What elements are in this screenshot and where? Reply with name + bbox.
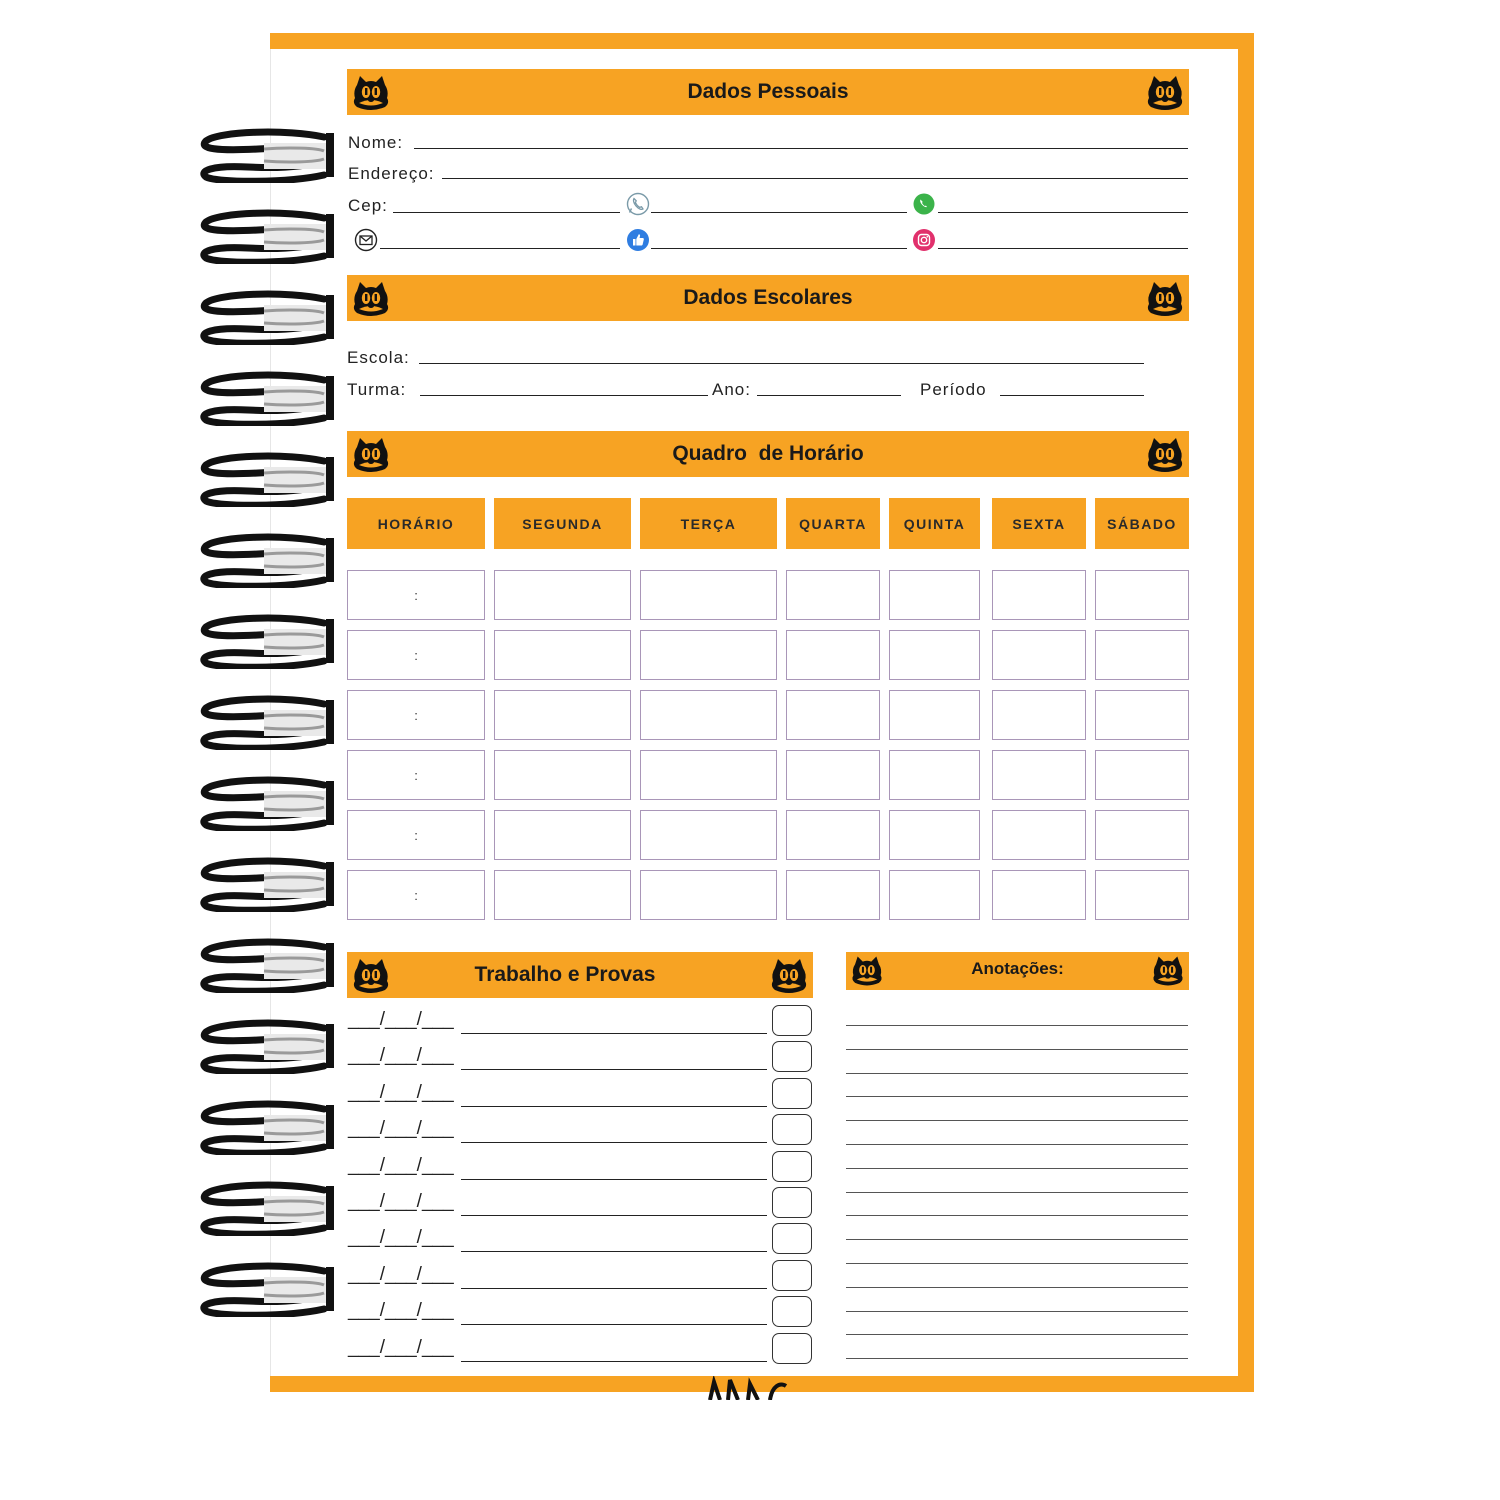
schedule-cell[interactable] <box>992 630 1086 680</box>
schedule-cell[interactable] <box>889 870 980 920</box>
section-title: Dados Pessoais <box>687 80 849 103</box>
spiral-ring <box>198 451 342 507</box>
task-description-field[interactable] <box>461 1142 767 1143</box>
instagram-icon <box>912 228 936 252</box>
note-line[interactable] <box>846 1120 1188 1121</box>
escola-label: Escola: <box>347 348 410 367</box>
spiral-ring <box>198 532 342 588</box>
schedule-cell[interactable] <box>640 570 777 620</box>
spiral-ring <box>198 694 342 750</box>
cat-face-icon <box>1145 279 1185 319</box>
task-checkbox[interactable] <box>772 1260 812 1291</box>
task-description-field[interactable] <box>461 1324 767 1325</box>
time-cell[interactable]: : <box>347 690 485 740</box>
cat-face-icon <box>351 956 391 996</box>
schedule-cell[interactable] <box>494 750 631 800</box>
task-description-field[interactable] <box>461 1179 767 1180</box>
column-header-quinta: QUINTA <box>889 498 980 549</box>
cat-face-icon <box>1145 435 1185 475</box>
schedule-cell[interactable] <box>992 750 1086 800</box>
spiral-ring <box>198 370 342 426</box>
schedule-cell[interactable] <box>889 570 980 620</box>
task-checkbox[interactable] <box>772 1151 812 1182</box>
section-title: Anotações: <box>971 959 1064 978</box>
schedule-cell[interactable] <box>786 870 880 920</box>
schedule-cell[interactable] <box>494 690 631 740</box>
periodo-label: Período <box>920 380 987 399</box>
escola-field[interactable] <box>419 363 1144 364</box>
cat-face-icon <box>351 435 391 475</box>
note-line[interactable] <box>846 1215 1188 1216</box>
email-icon <box>354 228 378 252</box>
spiral-ring <box>198 856 342 912</box>
schedule-cell[interactable] <box>640 750 777 800</box>
phone-icon <box>626 192 650 216</box>
section-header-anotacoes <box>846 952 1189 990</box>
column-header-sábado: SÁBADO <box>1095 498 1189 549</box>
schedule-cell[interactable] <box>786 570 880 620</box>
page-frame-top <box>270 33 1254 49</box>
task-date-field[interactable]: ___/___/___ <box>348 1191 454 1212</box>
note-line[interactable] <box>846 1025 1188 1026</box>
task-checkbox[interactable] <box>772 1223 812 1254</box>
time-cell[interactable]: : <box>347 870 485 920</box>
ano-field[interactable] <box>757 395 901 396</box>
note-line[interactable] <box>846 1287 1188 1288</box>
note-line[interactable] <box>846 1096 1188 1097</box>
schedule-cell[interactable] <box>494 870 631 920</box>
spiral-ring <box>198 1018 342 1074</box>
note-line[interactable] <box>846 1311 1188 1312</box>
task-checkbox[interactable] <box>772 1187 812 1218</box>
schedule-cell[interactable] <box>992 690 1086 740</box>
task-description-field[interactable] <box>461 1033 767 1034</box>
time-cell[interactable]: : <box>347 570 485 620</box>
section-header-dados-pessoais <box>347 69 1189 115</box>
task-description-field[interactable] <box>461 1251 767 1252</box>
note-line[interactable] <box>846 1049 1188 1050</box>
schedule-cell[interactable] <box>494 630 631 680</box>
cep-field[interactable] <box>393 212 620 213</box>
note-line[interactable] <box>846 1168 1188 1169</box>
schedule-cell[interactable] <box>889 690 980 740</box>
spiral-ring <box>198 1180 342 1236</box>
schedule-cell[interactable] <box>1095 690 1189 740</box>
schedule-cell[interactable] <box>786 810 880 860</box>
page-frame-right <box>1238 33 1254 1392</box>
task-date-field[interactable]: ___/___/___ <box>348 1009 454 1030</box>
schedule-cell[interactable] <box>992 570 1086 620</box>
schedule-cell[interactable] <box>786 750 880 800</box>
spiral-ring <box>198 289 342 345</box>
task-description-field[interactable] <box>461 1288 767 1289</box>
task-checkbox[interactable] <box>772 1005 812 1036</box>
section-title: Trabalho e Provas <box>474 963 656 986</box>
task-date-field[interactable]: ___/___/___ <box>348 1154 454 1176</box>
schedule-cell[interactable] <box>1095 810 1189 860</box>
column-header-sexta: SEXTA <box>992 498 1086 549</box>
task-checkbox[interactable] <box>772 1333 812 1364</box>
schedule-cell[interactable] <box>640 690 777 740</box>
spiral-ring <box>198 208 342 264</box>
note-line[interactable] <box>846 1073 1188 1074</box>
section-header-trabalho-provas <box>347 952 813 998</box>
schedule-cell[interactable] <box>992 870 1086 920</box>
spiral-ring <box>198 613 342 669</box>
note-line[interactable] <box>846 1239 1188 1240</box>
column-header-segunda: SEGUNDA <box>494 498 631 549</box>
task-date-field[interactable]: ___/___/___ <box>348 1263 454 1285</box>
nome-field[interactable] <box>414 148 1188 149</box>
note-line[interactable] <box>846 1358 1188 1359</box>
spiral-ring <box>198 1261 342 1317</box>
spiral-ring <box>198 127 342 183</box>
column-header-horário: HORÁRIO <box>347 498 485 549</box>
task-checkbox[interactable] <box>772 1078 812 1109</box>
section-header-quadro-horario <box>347 431 1189 477</box>
schedule-cell[interactable] <box>889 750 980 800</box>
nome-label: Nome: <box>348 133 404 152</box>
task-date-field[interactable]: ___/___/___ <box>348 1300 454 1322</box>
task-checkbox[interactable] <box>772 1296 812 1327</box>
schedule-cell[interactable] <box>786 690 880 740</box>
section-header-dados-escolares <box>347 275 1189 321</box>
section-title: Quadro de Horário <box>672 442 864 465</box>
task-date-field[interactable]: ___/___/___ <box>348 1336 454 1358</box>
task-checkbox[interactable] <box>772 1114 812 1145</box>
column-header-quarta: QUARTA <box>786 498 880 549</box>
endereco-field[interactable] <box>442 178 1188 179</box>
schedule-cell[interactable] <box>640 870 777 920</box>
spiral-ring <box>198 775 342 831</box>
task-description-field[interactable] <box>461 1361 767 1362</box>
cat-face-icon <box>351 73 391 113</box>
note-line[interactable] <box>846 1192 1188 1193</box>
turma-field[interactable] <box>420 395 708 396</box>
schedule-cell[interactable] <box>786 630 880 680</box>
column-header-terça: TERÇA <box>640 498 777 549</box>
time-cell[interactable]: : <box>347 810 485 860</box>
task-date-field[interactable]: ___/___/___ <box>348 1227 454 1249</box>
cat-face-icon <box>769 956 809 996</box>
task-date-field[interactable]: ___/___/___ <box>348 1081 454 1103</box>
email-field[interactable] <box>380 248 620 249</box>
cat-face-icon <box>850 954 884 988</box>
task-description-field[interactable] <box>461 1106 767 1107</box>
cat-face-icon <box>351 279 391 319</box>
whatsapp-icon <box>912 192 936 216</box>
cep-label: Cep: <box>348 196 388 215</box>
instagram-field[interactable] <box>938 248 1188 249</box>
schedule-cell[interactable] <box>889 630 980 680</box>
section-title: Dados Escolares <box>683 286 853 309</box>
note-line[interactable] <box>846 1144 1188 1145</box>
schedule-cell[interactable] <box>889 810 980 860</box>
time-cell[interactable]: : <box>347 750 485 800</box>
cat-paw-art <box>700 1376 850 1400</box>
facebook-field[interactable] <box>651 248 907 249</box>
schedule-cell[interactable] <box>1095 570 1189 620</box>
schedule-cell[interactable] <box>1095 630 1189 680</box>
task-date-field[interactable]: ___/___/___ <box>348 1045 454 1067</box>
schedule-cell[interactable] <box>494 810 631 860</box>
schedule-cell[interactable] <box>640 810 777 860</box>
spiral-ring <box>198 1099 342 1155</box>
schedule-cell[interactable] <box>494 570 631 620</box>
schedule-cell[interactable] <box>1095 870 1189 920</box>
endereco-label: Endereço: <box>348 164 435 183</box>
schedule-cell[interactable] <box>640 630 777 680</box>
facebook-like-icon <box>626 228 650 252</box>
task-description-field[interactable] <box>461 1069 767 1070</box>
task-date-field[interactable]: ___/___/___ <box>348 1118 454 1140</box>
note-line[interactable] <box>846 1263 1188 1264</box>
task-checkbox[interactable] <box>772 1041 812 1072</box>
note-line[interactable] <box>846 1334 1188 1335</box>
whatsapp-field[interactable] <box>938 212 1188 213</box>
schedule-cell[interactable] <box>992 810 1086 860</box>
time-cell[interactable]: : <box>347 630 485 680</box>
task-description-field[interactable] <box>461 1215 767 1216</box>
phone-field[interactable] <box>651 212 907 213</box>
cat-face-icon <box>1151 954 1185 988</box>
turma-label: Turma: <box>347 380 407 399</box>
cat-face-icon <box>1145 73 1185 113</box>
periodo-field[interactable] <box>1000 395 1144 396</box>
schedule-cell[interactable] <box>1095 750 1189 800</box>
ano-label: Ano: <box>712 380 751 399</box>
spiral-ring <box>198 937 342 993</box>
